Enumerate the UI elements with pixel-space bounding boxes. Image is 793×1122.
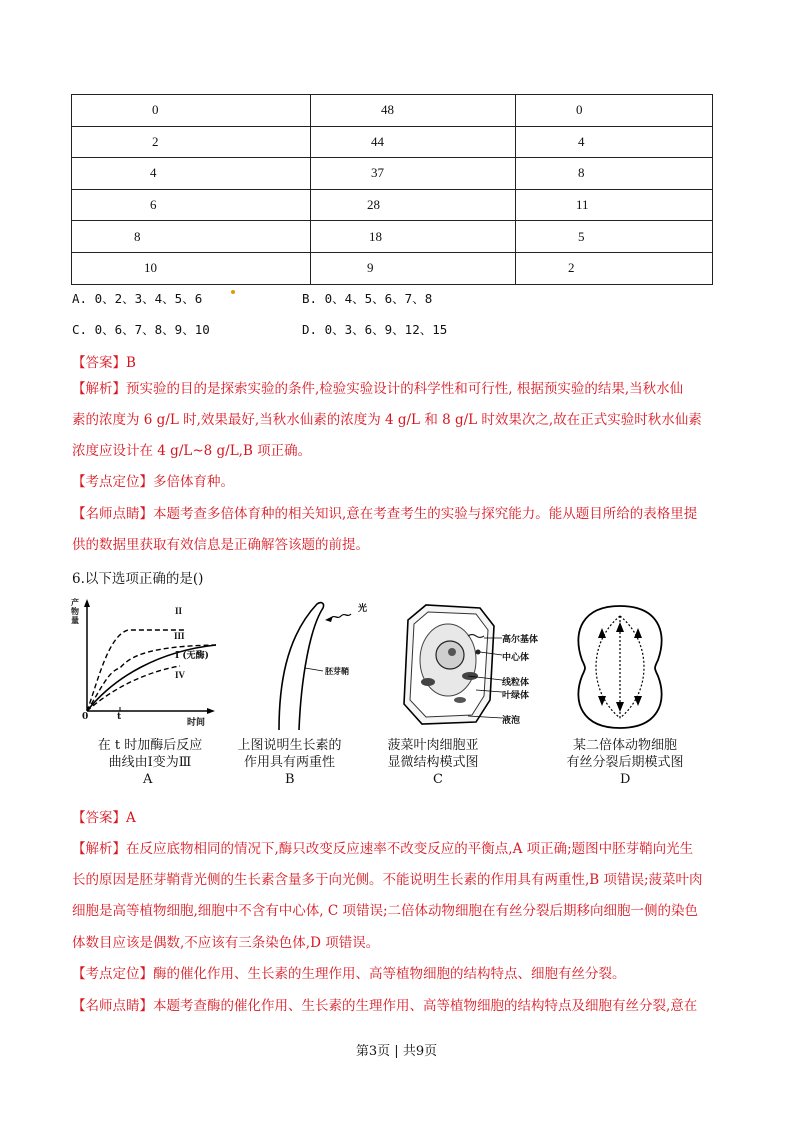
q6-analysis-line4: 体数目应该是偶数,不应该有三条染色体,D 项错误。 [72, 935, 380, 951]
q5-analysis-line1 [72, 377, 683, 397]
light-arrow [325, 616, 333, 622]
table-row [72, 252, 713, 284]
label-centriole: 中心体 [502, 653, 530, 663]
figure-b-caption2: 作用具有两重性 [243, 755, 335, 770]
tip-text: 本题考查酶的催化作用、生长素的生理作用、高等植物细胞的结构特点及细胞有丝分裂,意在 [153, 998, 698, 1014]
curve-iv-label: IV [175, 670, 186, 680]
tip-label: 【名师点睛】 [72, 998, 153, 1014]
figure-d-letter: D [620, 772, 631, 787]
curve-iii-label: III [174, 631, 185, 641]
figure-d-cell [568, 602, 673, 732]
option-b: B. 0、4、5、6、7、8 [302, 291, 433, 306]
origin-label: 0 [82, 712, 89, 722]
table-row [72, 189, 713, 221]
q5-analysis-line2: 素的浓度为 6 g/L 时,效果最好,当秋水仙素的浓度为 4 g/L 和 8 g/L 时效果次之,故在正式实验时秋水仙素 [72, 412, 702, 428]
option-c: C. 0、6、7、8、9、10 [72, 322, 210, 337]
table-cell: 37 [311, 158, 516, 190]
x-axis-arrow [207, 708, 215, 714]
figure-c-cell [398, 600, 503, 730]
light-label: 光 [358, 604, 368, 614]
label-chloroplast: 叶绿体 [502, 691, 530, 701]
xlabel: 时间 [187, 718, 206, 728]
page-footer: 第3页 | 共9页 [355, 1044, 438, 1059]
curve-ii-label: II [175, 606, 183, 616]
figure-c-letter: C [433, 772, 443, 787]
point-text: 酶的催化作用、生长素的生理作用、高等植物细胞的结构特点、细胞有丝分裂。 [153, 966, 626, 982]
figure-d-caption2: 有丝分裂后期模式图 [566, 755, 684, 770]
label-line [305, 668, 323, 671]
q6-question: 6.以下选项正确的是() [72, 571, 204, 587]
figure-a-caption1: 在 t 时加酶后反应 [97, 738, 203, 753]
table-cell: 2 [72, 126, 311, 158]
option-a: A. 0、2、3、4、5、6 [72, 291, 203, 306]
q6-analysis-line3: 细胞是高等植物细胞,细胞中不含有中心体, C 项错误;二倍体动物细胞在有丝分裂后期移向细胞一侧的染色 [72, 903, 699, 919]
point-label: 【考点定位】 [72, 966, 153, 982]
yellow-mark [231, 290, 235, 294]
q5-answer: 【答案】B [72, 355, 136, 371]
tip-label: 【名师点睛】 [72, 506, 153, 522]
table-cell: 44 [311, 126, 516, 158]
q6-analysis-line2: 长的原因是胚芽鞘背光侧的生长素含量多于向光侧。不能说明生长素的作用具有两重性,B 项错误;菠菜叶肉 [72, 872, 703, 888]
table-cell: 48 [311, 95, 516, 127]
table-row [72, 221, 713, 253]
table-cell: 2 [516, 252, 713, 284]
figure-a-caption2: 曲线由Ⅰ变为Ⅲ [108, 755, 192, 770]
label-mitochondria: 线粒体 [502, 678, 530, 688]
coleoptile-shape [279, 603, 324, 730]
q6-analysis-line1 [72, 837, 693, 857]
data-table [71, 94, 713, 285]
q5-tip-line1 [72, 502, 697, 522]
table-cell: 18 [311, 221, 516, 253]
analysis-text: 在反应底物相同的情况下,酶只改变反应速率不改变反应的平衡点,A 项正确;题图中胚芽鞘向光生 [126, 841, 694, 857]
q5-tip-line2: 供的数据里获取有效信息是正确解答该题的前提。 [72, 537, 369, 553]
q5-point [72, 470, 234, 490]
table-cell: 4 [72, 158, 311, 190]
table-cell: 10 [72, 252, 311, 284]
analysis-label: 【解析】 [72, 381, 126, 397]
coleoptile-label: 胚芽鞘 [325, 666, 349, 676]
q5-analysis-line3: 浓度应设计在 4 g/L~8 g/L,B 项正确。 [72, 443, 312, 459]
table-cell: 8 [516, 158, 713, 190]
table-row [72, 95, 713, 127]
table-cell: 0 [516, 95, 713, 127]
option-d: D. 0、3、6、9、12、15 [302, 322, 448, 337]
q6-answer: 【答案】A [72, 810, 136, 826]
chloroplast-2 [421, 678, 435, 686]
figure-c-caption1: 菠菜叶肉细胞亚 [387, 738, 479, 753]
ylabel: 产物量 [71, 597, 79, 625]
table-cell: 9 [311, 252, 516, 284]
table-cell: 28 [311, 189, 516, 221]
table-cell: 5 [516, 221, 713, 253]
t-label: t [117, 712, 122, 722]
table-cell: 8 [72, 221, 311, 253]
table-row [72, 126, 713, 158]
tip-text: 本题考查多倍体育种的相关知识,意在考查考生的实验与探究能力。能从题目所给的表格里提 [153, 506, 698, 522]
nucleolus [448, 648, 456, 656]
point-label: 【考点定位】 [72, 474, 153, 490]
figure-a-letter: A [143, 772, 153, 787]
centriole [476, 650, 481, 655]
light-wave [331, 614, 351, 618]
figure-b-caption1: 上图说明生长素的 [237, 738, 342, 753]
label-vacuole: 液泡 [502, 716, 521, 726]
analysis-label: 【解析】 [72, 841, 126, 857]
figure-b-letter: B [285, 772, 295, 787]
q6-point [72, 962, 626, 982]
table-cell: 6 [72, 189, 311, 221]
figure-d-caption1: 某二倍体动物细胞 [572, 738, 677, 753]
label-golgi: 高尔基体 [502, 635, 539, 645]
point-text: 多倍体育种。 [153, 474, 234, 490]
figure-a-graph [70, 596, 220, 726]
mitochondrion [454, 697, 466, 703]
y-axis-arrow [84, 599, 90, 607]
curve-i-label: I (无酶) [175, 651, 209, 661]
q6-tip-line1 [72, 994, 697, 1014]
figure-c-caption2: 显微结构模式图 [387, 755, 479, 770]
analysis-text: 预实验的目的是探索实验的条件,检验实验设计的科学性和可行性, 根据预实验的结果,当秋水仙 [126, 381, 684, 397]
table-row [72, 158, 713, 190]
table-cell: 11 [516, 189, 713, 221]
table-cell: 4 [516, 126, 713, 158]
table-cell: 0 [72, 95, 311, 127]
